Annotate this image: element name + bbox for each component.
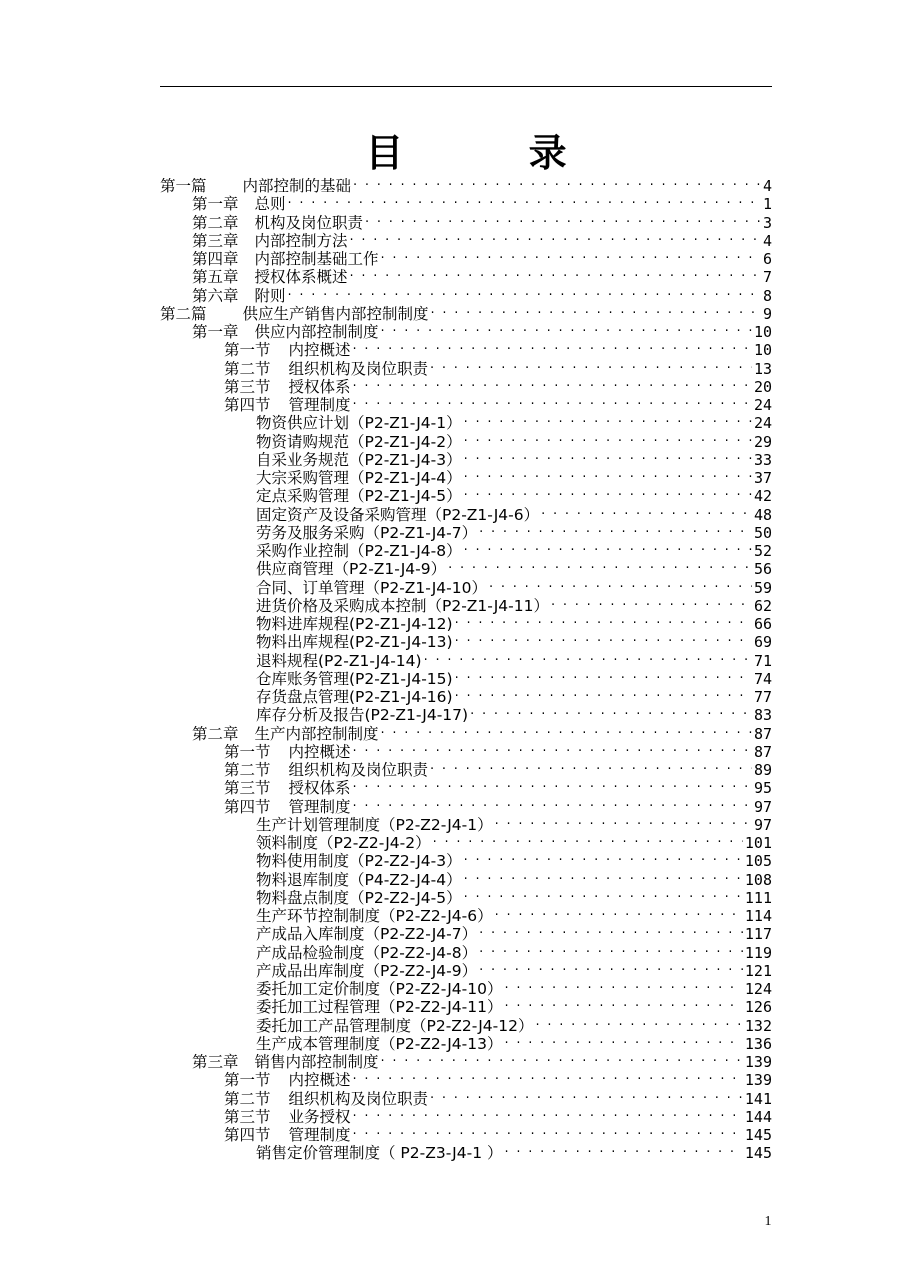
toc-entry-page: 1 — [762, 195, 772, 214]
dot-leader — [353, 794, 752, 812]
toc-entry-title: 物资供应计划（P2-Z1-J4-1） — [256, 414, 462, 433]
toc-entry-page: 52 — [753, 542, 772, 560]
toc-entry-title: 产成品出库制度（P2-Z2-J4-9） — [256, 961, 478, 980]
toc-entry-number: 第三节 — [224, 779, 271, 798]
toc-entry-number: 第一节 — [224, 1071, 271, 1090]
dot-leader — [353, 173, 761, 191]
toc-entry-number: 第二章 — [192, 724, 239, 743]
dot-leader — [464, 410, 752, 428]
toc-entry-page: 141 — [744, 1089, 772, 1108]
toc-entry-title: 领料制度（P2-Z2-J4-2） — [256, 834, 431, 852]
dot-leader — [495, 903, 743, 921]
toc-entry-title: 内部控制方法 — [254, 231, 348, 250]
toc-entry-title: 授权体系 — [288, 779, 351, 798]
toc-entry-page: 83 — [753, 706, 772, 725]
toc-entry-page: 124 — [744, 980, 772, 998]
toc-entry-title: 物料退库制度（P4-Z2-J4-4） — [256, 870, 462, 889]
toc-entry-page: 48 — [753, 505, 772, 524]
dot-leader — [455, 629, 752, 647]
toc-entry-page: 29 — [753, 432, 772, 451]
dot-leader — [479, 520, 752, 538]
toc-entry-title: 定点采购管理（P2-Z1-J4-5） — [256, 487, 462, 506]
toc-entry-page: 4 — [762, 231, 772, 250]
toc-entry-title: 内部控制基础工作 — [254, 250, 379, 268]
dot-leader — [288, 191, 761, 209]
toc-entry-page: 89 — [753, 761, 772, 779]
toc-entry-page: 144 — [744, 1107, 772, 1126]
dot-leader — [381, 246, 761, 264]
toc-title: 目 录 — [365, 131, 623, 175]
toc-entry-title: 授权体系概述 — [254, 268, 348, 287]
toc-entry-page: 59 — [753, 578, 772, 597]
toc-entry-title: 物料出库规程(P2-Z1-J4-13) — [256, 633, 453, 652]
toc-entry-title: 生产内部控制制度 — [254, 724, 379, 743]
dot-leader — [455, 666, 752, 684]
toc-entry-title: 生产环节控制制度（P2-Z2-J4-6） — [256, 907, 493, 925]
dot-leader — [353, 1104, 743, 1122]
toc-entry[interactable] — [160, 867, 772, 889]
toc-entry-page: 108 — [744, 870, 772, 889]
toc-entry[interactable] — [160, 848, 772, 871]
dot-leader — [479, 958, 743, 976]
toc-entry-page: 114 — [744, 907, 772, 925]
dot-leader — [504, 1140, 742, 1158]
toc-entry[interactable] — [160, 702, 772, 725]
toc-entry-title: 物料进库规程(P2-Z1-J4-12) — [256, 615, 453, 633]
toc-entry-number: 第三节 — [224, 377, 271, 396]
toc-entry-page: 10 — [753, 323, 772, 341]
toc-entry-title: 供应商管理（P2-Z1-J4-9） — [256, 560, 447, 579]
toc-entry-page: 37 — [753, 469, 772, 487]
toc-entry-page: 6 — [762, 250, 772, 268]
toc-entry[interactable] — [160, 556, 772, 579]
toc-entry-page: 121 — [744, 961, 772, 980]
dot-leader — [430, 356, 752, 374]
toc-entry-number: 第四节 — [224, 1126, 271, 1144]
dot-leader — [505, 1031, 743, 1049]
toc-entry[interactable] — [160, 684, 772, 706]
dot-leader — [353, 337, 752, 355]
toc-entry-title: 合同、订单管理（P2-Z1-J4-10） — [256, 578, 487, 597]
toc-entry-page: 24 — [753, 396, 772, 414]
toc-entry-number: 第二节 — [224, 359, 271, 378]
toc-entry-number: 第三节 — [224, 1107, 271, 1126]
dot-leader — [464, 538, 752, 556]
toc-entry-title: 生产成本管理制度（P2-Z2-J4-13） — [256, 1034, 503, 1053]
toc-entry-number: 第三章 — [192, 1053, 239, 1071]
toc-entry[interactable] — [160, 629, 772, 652]
toc-entry-page: 71 — [753, 651, 772, 670]
toc-entry-title: 内部控制的基础 — [242, 177, 352, 195]
dot-leader — [541, 502, 752, 520]
dot-leader — [505, 976, 743, 994]
dot-leader — [424, 648, 752, 666]
dot-leader — [455, 611, 752, 629]
toc-entry-number: 第一节 — [224, 341, 271, 360]
toc-entry-number: 第二节 — [224, 761, 271, 779]
toc-entry-title: 组织机构及岗位职责 — [288, 1089, 429, 1108]
toc-entry-page: 77 — [753, 688, 772, 706]
toc-entry-page: 145 — [744, 1126, 772, 1144]
toc-entry-number: 第四节 — [224, 396, 271, 414]
toc-entry[interactable] — [160, 575, 772, 597]
toc-entry-page: 97 — [753, 815, 772, 834]
toc-entry[interactable] — [160, 611, 772, 633]
dot-leader — [489, 575, 752, 593]
toc-entry-number: 第四节 — [224, 797, 271, 816]
toc-entry-title: 产成品检验制度（P2-Z2-J4-8） — [256, 943, 478, 962]
toc-entry-page: 97 — [753, 797, 772, 816]
toc-entry-number: 第一篇 — [160, 177, 207, 195]
dot-leader — [464, 447, 752, 465]
header-rule — [160, 86, 772, 87]
toc-entry-title: 机构及岗位职责 — [254, 213, 364, 232]
dot-leader — [455, 684, 752, 702]
dot-leader — [431, 301, 761, 319]
dot-leader — [381, 721, 752, 739]
toc-entry-page: 139 — [744, 1053, 772, 1071]
dot-leader — [464, 429, 752, 447]
toc-entry-page: 4 — [762, 177, 772, 195]
toc-entry-title: 仓库账务管理(P2-Z1-J4-15) — [256, 669, 453, 688]
toc-entry-number: 第一章 — [192, 195, 239, 214]
toc-entry-title: 内控概述 — [288, 341, 351, 360]
toc-entry-number: 第二篇 — [160, 304, 207, 323]
toc-entry-page: 62 — [753, 596, 772, 615]
toc-entry-number: 第三章 — [192, 231, 239, 250]
toc-entry[interactable] — [160, 1049, 772, 1071]
dot-leader — [353, 775, 752, 793]
table-of-contents — [160, 173, 772, 1163]
dot-leader — [350, 228, 761, 246]
toc-entry-title: 进货价格及采购成本控制（P2-Z1-J4-11） — [256, 596, 549, 615]
dot-leader — [464, 848, 743, 866]
toc-entry[interactable] — [160, 301, 772, 323]
toc-entry-number: 第六章 — [192, 286, 239, 305]
toc-entry-page: 24 — [753, 414, 772, 433]
toc-entry-title: 委托加工定价制度（P2-Z2-J4-10） — [256, 980, 503, 998]
toc-entry-number: 第五章 — [192, 268, 239, 287]
toc-entry-title: 组织机构及岗位职责 — [288, 359, 429, 378]
toc-entry[interactable] — [160, 830, 772, 852]
toc-entry-page: 66 — [753, 615, 772, 633]
toc-entry-title: 大宗采购管理（P2-Z1-J4-4） — [256, 469, 462, 487]
toc-entry-page: 74 — [753, 669, 772, 688]
toc-entry-title: 管理制度 — [288, 396, 351, 414]
dot-leader — [479, 940, 743, 958]
dot-leader — [381, 1049, 743, 1067]
toc-entry[interactable] — [160, 283, 772, 305]
dot-leader — [430, 1086, 743, 1104]
toc-entry[interactable] — [160, 739, 772, 761]
dot-leader — [448, 556, 752, 574]
dot-leader — [381, 319, 752, 337]
toc-entry-page: 7 — [762, 268, 772, 287]
toc-entry-title: 采购作业控制（P2-Z1-J4-8） — [256, 542, 462, 560]
toc-entry-title: 管理制度 — [288, 1126, 351, 1144]
dot-leader — [430, 757, 752, 775]
toc-entry-title: 自采业务规范（P2-Z1-J4-3） — [256, 450, 462, 469]
toc-entry-title: 退料规程(P2-Z1-J4-14) — [256, 651, 422, 670]
toc-entry-page: 139 — [744, 1071, 772, 1090]
toc-entry-page: 87 — [753, 742, 772, 761]
toc-entry-page: 20 — [753, 377, 772, 396]
toc-entry-page: 50 — [753, 523, 772, 542]
toc-entry-page: 136 — [744, 1034, 772, 1053]
toc-entry-title: 内控概述 — [288, 1071, 351, 1090]
toc-entry-page: 119 — [744, 943, 772, 962]
toc-entry[interactable] — [160, 538, 772, 560]
toc-entry-title: 销售定价管理制度（ P2-Z3-J4-1 ） — [256, 1144, 503, 1163]
toc-entry-page: 105 — [744, 852, 772, 871]
toc-entry[interactable] — [160, 246, 772, 268]
toc-entry-title: 存货盘点管理(P2-Z1-J4-16) — [256, 688, 453, 706]
dot-leader — [288, 283, 761, 301]
dot-leader — [479, 921, 743, 939]
dot-leader — [365, 210, 761, 228]
toc-entry-title: 授权体系 — [288, 377, 351, 396]
toc-entry-page: 3 — [762, 213, 772, 232]
toc-entry[interactable] — [160, 666, 772, 688]
toc-entry-number: 第一章 — [192, 323, 239, 341]
toc-entry-page: 33 — [753, 450, 772, 469]
toc-entry-page: 126 — [744, 998, 772, 1017]
toc-entry-page: 95 — [753, 779, 772, 798]
toc-entry[interactable] — [160, 1067, 772, 1090]
toc-entry-page: 101 — [744, 834, 772, 852]
toc-entry-title: 产成品入库制度（P2-Z2-J4-7） — [256, 925, 478, 944]
page-number: 1 — [764, 1214, 772, 1229]
toc-entry-page: 117 — [744, 925, 772, 944]
toc-entry[interactable] — [160, 173, 772, 195]
toc-entry[interactable] — [160, 337, 772, 360]
toc-entry-page: 87 — [753, 724, 772, 743]
toc-entry-page: 13 — [753, 359, 772, 378]
dot-leader — [464, 483, 752, 501]
toc-entry[interactable] — [160, 903, 772, 925]
toc-entry[interactable] — [160, 465, 772, 487]
toc-entry-title: 管理制度 — [288, 797, 351, 816]
toc-entry[interactable] — [160, 502, 772, 524]
toc-entry-page: 10 — [753, 341, 772, 360]
toc-entry[interactable] — [160, 429, 772, 451]
dot-leader — [350, 264, 761, 282]
toc-entry-number: 第二章 — [192, 213, 239, 232]
toc-entry[interactable] — [160, 885, 772, 907]
toc-entry-page: 42 — [753, 487, 772, 506]
toc-entry-page: 69 — [753, 633, 772, 652]
dot-leader — [353, 392, 752, 410]
toc-entry[interactable] — [160, 447, 772, 469]
dot-leader — [353, 739, 752, 757]
toc-entry-title: 劳务及服务采购（P2-Z1-J4-7） — [256, 523, 478, 542]
toc-entry-title: 供应生产销售内部控制制度 — [242, 304, 429, 323]
toc-entry-title: 物料使用制度（P2-Z2-J4-3） — [256, 852, 462, 871]
dot-leader — [495, 812, 752, 830]
toc-entry-title: 委托加工产品管理制度（P2-Z2-J4-12） — [256, 1016, 534, 1035]
toc-entry-title: 附则 — [254, 286, 286, 305]
toc-entry-page: 56 — [753, 560, 772, 579]
toc-entry-title: 组织机构及岗位职责 — [288, 761, 429, 779]
toc-entry-title: 委托加工过程管理（P2-Z2-J4-11） — [256, 998, 503, 1017]
toc-entry-page: 8 — [762, 286, 772, 305]
toc-entry-title: 内控概述 — [288, 742, 351, 761]
dot-leader — [353, 1122, 743, 1140]
toc-entry-number: 第一节 — [224, 742, 271, 761]
dot-leader — [353, 374, 752, 392]
toc-entry-page: 9 — [762, 304, 772, 323]
toc-entry-title: 业务授权 — [288, 1107, 351, 1126]
dot-leader — [505, 994, 743, 1012]
toc-entry[interactable] — [160, 483, 772, 506]
toc-entry-title: 物料盘点制度（P2-Z2-J4-5） — [256, 888, 462, 907]
toc-entry-title: 物资请购规范（P2-Z1-J4-2） — [256, 432, 462, 451]
toc-entry-title: 销售内部控制制度 — [254, 1053, 379, 1071]
toc-entry[interactable] — [160, 264, 772, 287]
toc-entry[interactable] — [160, 228, 772, 250]
toc-entry-title: 生产计划管理制度（P2-Z2-J4-1） — [256, 815, 493, 834]
dot-leader — [551, 593, 752, 611]
toc-entry-title: 总则 — [254, 195, 286, 214]
dot-leader — [464, 885, 743, 903]
dot-leader — [433, 830, 743, 848]
dot-leader — [464, 465, 752, 483]
toc-entry-page: 132 — [744, 1016, 772, 1035]
dot-leader — [470, 702, 752, 720]
toc-entry-title: 固定资产及设备采购管理（P2-Z1-J4-6） — [256, 505, 540, 524]
toc-entry-page: 111 — [744, 888, 772, 907]
toc-entry[interactable] — [160, 648, 772, 670]
toc-entry-number: 第四章 — [192, 250, 239, 268]
dot-leader — [464, 867, 743, 885]
toc-entry[interactable] — [160, 721, 772, 743]
dot-leader — [536, 1013, 743, 1031]
toc-entry-title: 供应内部控制制度 — [254, 323, 379, 341]
toc-entry-number: 第二节 — [224, 1089, 271, 1108]
toc-entry[interactable] — [160, 210, 772, 232]
dot-leader — [353, 1067, 743, 1085]
toc-entry-title: 库存分析及报告(P2-Z1-J4-17) — [256, 706, 469, 725]
toc-entry-page: 145 — [744, 1144, 772, 1163]
